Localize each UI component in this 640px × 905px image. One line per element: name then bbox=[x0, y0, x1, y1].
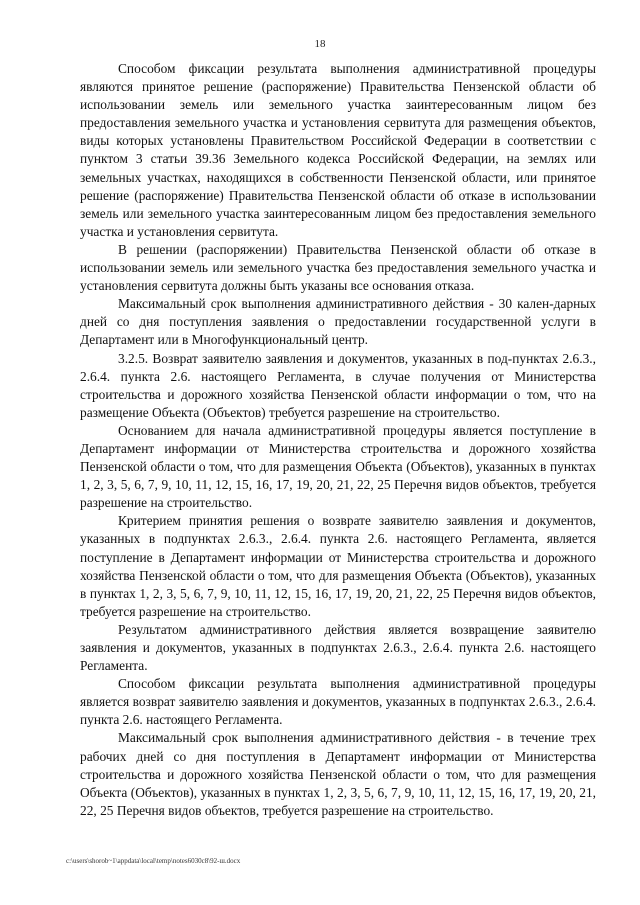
paragraph-fixation-return: Способом фиксации результата выполнения административной процедуры является возврат заявителю заявления и документов, указанных в подпунктах 2.6.3., 2.6.4. пункта 2.6. настоящего Регламента. bbox=[80, 676, 596, 728]
paragraph-section-3-2-5: 3.2.5. Возврат заявителю заявления и документов, указанных в под-пунктах 2.6.3., 2.6.4. пункта 2.6. настоящего Регламента, в случае получения от Министерства строительства и дорожного хозяйства Пензенской области информации о том, что на размещение Объекта (Объектов) требуется разрешение на строительство. bbox=[80, 350, 596, 420]
file-path-footer: c:\users\shorob~1\appdata\local\temp\notes6030c8\92-ш.docx bbox=[66, 857, 241, 865]
paragraph-action-result: Результатом административного действия является возвращение заявителю заявления и документов, указанных в подпунктах 2.6.3., 2.6.4. пункта 2.6. настоящего Регламента. bbox=[80, 621, 596, 674]
paragraph-fixation-result-decision: Способом фиксации результата выполнения административной процедуры являются принятое решение (распоряжение) Правительства Пензенской области об использовании земель или земельного участка заинтересованным лицом без предоставления земельного участка и установления сервитута для размещения объектов, виды которых установлены Правительством Российской Федерации в соответствии с пунктом 3 статьи 39.36 Земельного кодекса Российской Федерации, на землях или земельных участках, находящихся в собственности Пензенской области, или принятое решение (распоряжение) Правительства Пензенской области об отказе в использовании земель или земельного участка заинтересованным лицом без предоставления земельного участка и установления сервитута. bbox=[80, 61, 596, 239]
paragraph-refusal-grounds: В решении (распоряжении) Правительства Пензенской области об отказе в использовании земель или земельного участка без предоставления земельного участка и установления сервитута должны быть указаны все основания отказа. bbox=[80, 241, 596, 294]
paragraph-procedure-basis: Основанием для начала административной процедуры является поступление в Департамент информации от Министерства строительства и дорожного хозяйства Пензенской области о том, что для размещения Объекта (Объектов), указанных в пунктах 1, 2, 3, 5, 6, 7, 9, 10, 11, 12, 15, 16, 17, 19, 20, 21, 22, 25 Перечня видов объектов, требуется разрешение на строительство. bbox=[80, 422, 596, 511]
paragraph-max-term-three-days: Максимальный срок выполнения административного действия - в течение трех рабочих дней со дня поступления в Департамент информации от Министерства строительства и дорожного хозяйства Пензенской области о том, что для размещения Объекта (Объектов), указанных в пунктах 1, 2, 3, 5, 6, 7, 9, 10, 11, 12, 15, 16, 17, 19, 20, 21, 22, 25 Перечня видов объектов, требуется разрешение на строительство. bbox=[80, 730, 596, 818]
paragraph-max-term-30-days: Максимальный срок выполнения административного действия - 30 кален-дарных дней со дня поступления заявления о предоставлении государственной услуги в Департамент или в Многофункциональный центр. bbox=[80, 296, 596, 348]
paragraph-decision-criterion: Критерием принятия решения о возврате заявителю заявления и документов, указанных в подпунктах 2.6.3., 2.6.4. пункта 2.6. настоящего Регламента, является поступление в Департамент информации от Министерства строительства и дорожного хозяйства Пензенской области о том, что для размещения Объекта (Объектов), указанных в пунктах 1, 2, 3, 5, 6, 7, 9, 10, 11, 12, 15, 16, 17, 19, 20, 21, 22, 25 Перечня видов объектов, требуется разрешение на строительство. bbox=[80, 513, 596, 619]
page-number: 18 bbox=[314, 38, 326, 50]
document-body bbox=[80, 60, 596, 820]
